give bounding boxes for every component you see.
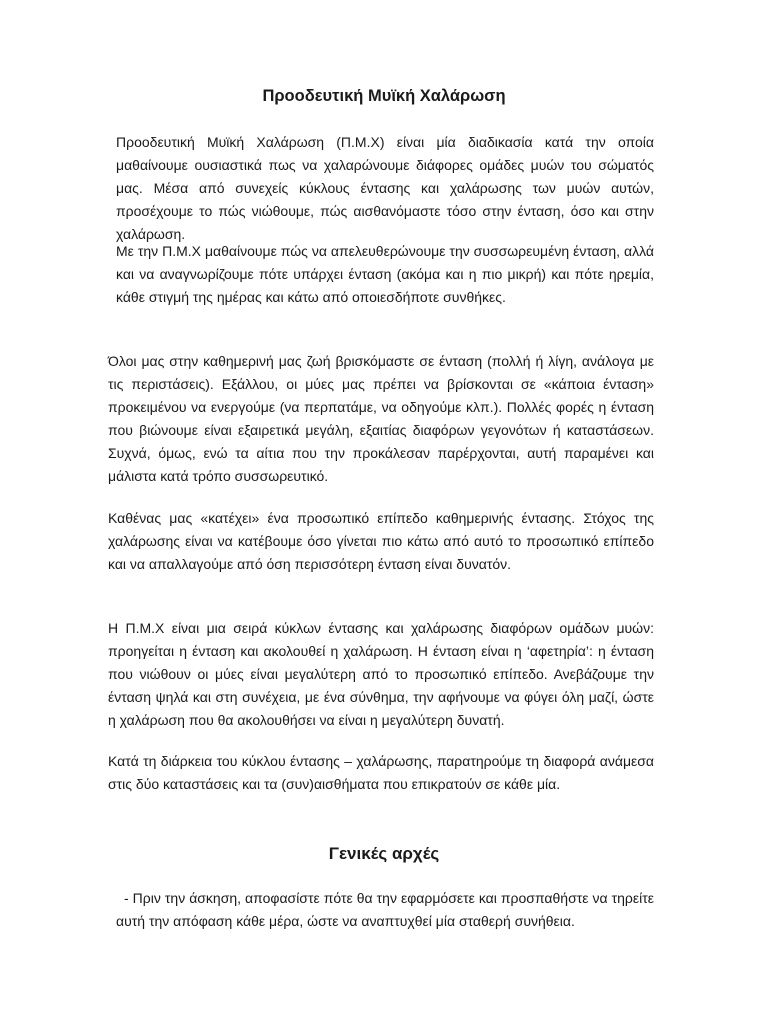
- intro-paragraph-2: Με την Π.Μ.Χ μαθαίνουμε πώς να απελευθερώνουμε την συσσωρευμένη ένταση, αλλά και να αναγνωρίζουμε πότε υπάρχει ένταση (ακόμα και η πιο μικρή) και πότε ηρεμία, κάθε στιγμή της ημέρας και κάτω από οποιεσδήποτε συνθήκες.: [116, 243, 654, 305]
- intro-paragraph-1: Προοδευτική Μυϊκή Χαλάρωση (Π.Μ.Χ) είναι μία διαδικασία κατά την οποία μαθαίνουμε ουσιαστικά πως να χαλαρώνουμε διάφορες ομάδες μυών του σώματός μας. Μέσα από συνεχείς κύκλους έντασης και χαλάρωσης των μυών αυτών, προσέχουμε το πώς νιώθουμε, πώς αισθανόμαστε τόσο στην ένταση, όσο και στην χαλάρωση.: [116, 134, 654, 242]
- section2-paragraph-2: Κατά τη διάρκεια του κύκλου έντασης – χαλάρωσης, παρατηρούμε τη διαφορά ανάμεσα στις δύο καταστάσεις και τα (συν)αισθήματα που επικρατούν σε κάθε μία.: [108, 753, 654, 792]
- document-title: Προοδευτική Μυϊκή Χαλάρωση: [262, 87, 506, 105]
- section2-paragraph-1: Η Π.Μ.Χ είναι μια σειρά κύκλων έντασης και χαλάρωσης διαφόρων ομάδων μυών: προηγείται η ένταση και ακολουθεί η χαλάρωση. Η ένταση είναι η ‘αφετηρία’: η ένταση που νιώθουν οι μύες είναι μεγαλύτερη από το προσωπικό επίπεδο. Ανεβάζουμε την ένταση ψηλά και στη συνέχεια, με ένα σύνθημα, την αφήνουμε να φύγει όλη μαζί, ώστε η χαλάρωση που θα ακολουθήσει να είναι η μεγαλύτερη δυνατή.: [108, 620, 654, 728]
- section1-paragraph-1: Όλοι μας στην καθημερινή μας ζωή βρισκόμαστε σε ένταση (πολλή ή λίγη, ανάλογα με τις περιστάσεις). Εξάλλου, οι μύες μας πρέπει να βρίσκονται σε «κάποια ένταση» προκειμένου να ενεργούμε (να περπατάμε, να οδηγούμε κλπ.). Πολλές φορές η ένταση που βιώνουμε είναι εξαιρετικά μεγάλη, εξαιτίας διαφόρων γεγονότων ή καταστάσεων. Συχνά, όμως, ενώ τα αίτια που την προκάλεσαν παρέρχονται, αυτή παραμένει και μάλιστα κατά τρόπο συσσωρευτικό.: [108, 353, 654, 484]
- general-principles-item-1: - Πριν την άσκηση, αποφασίστε πότε θα την εφαρμόσετε και προσπαθήστε να τηρείτε αυτή την απόφαση κάθε μέρα, ώστε να αναπτυχθεί μία σταθερή συνήθεια.: [116, 890, 658, 929]
- general-principles-heading: Γενικές αρχές: [328, 844, 440, 863]
- section1-paragraph-2: Καθένας μας «κατέχει» ένα προσωπικό επίπεδο καθημερινής έντασης. Στόχος της χαλάρωσης είναι να κατέβουμε όσο γίνεται πιο κάτω από αυτό το προσωπικό επίπεδο και να απαλλαγούμε από όση περισσότερη ένταση είναι δυνατόν.: [108, 510, 654, 572]
